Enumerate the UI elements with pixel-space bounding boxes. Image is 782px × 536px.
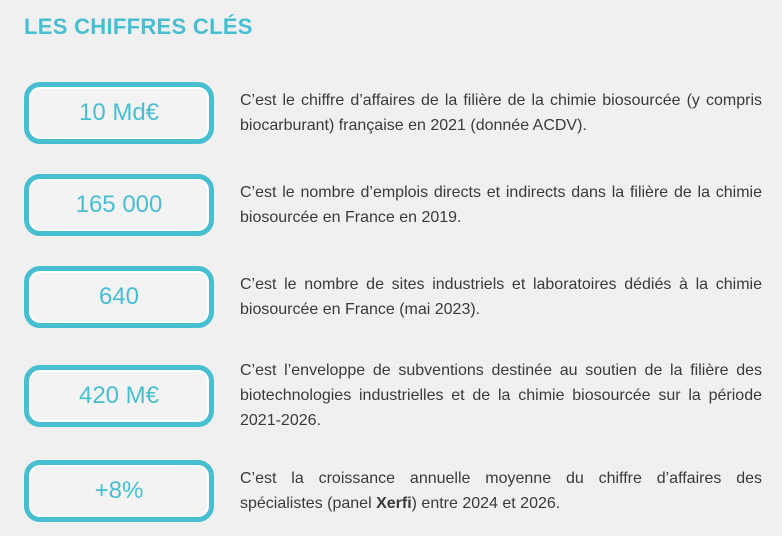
figure-value-box	[24, 460, 214, 522]
figure-value: 165 000	[75, 191, 163, 218]
figure-value-box	[24, 266, 214, 328]
figure-value-box	[24, 365, 214, 427]
figure-description-before: C’est la croissance annuelle moyenne du chiffre d’affaires des spécialistes (panel	[240, 470, 762, 512]
key-figure-row	[24, 460, 762, 522]
figure-value-box	[24, 174, 214, 236]
key-figure-row	[24, 174, 762, 236]
figure-description	[240, 466, 762, 516]
key-figure-row	[24, 266, 762, 328]
key-figure-row	[24, 82, 762, 144]
figure-value: +8%	[94, 477, 144, 504]
page-title: LES CHIFFRES CLÉS	[24, 14, 253, 39]
figure-value: 420 M€	[78, 381, 160, 409]
key-figure-row	[24, 358, 762, 433]
figure-description: C’est le chiffre d’affaires de la filière de la chimie biosourcée (y compris biocarburant) française en 2021 (donnée ACDV).	[240, 92, 762, 134]
figure-description: C’est l’enveloppe de subventions destinée au soutien de la filière des biotechnologies industrielles et de la chimie biosourcée sur la période 2021-2026.	[240, 362, 762, 429]
figure-description-bold: Xerfi	[376, 495, 412, 512]
figure-value: 640	[98, 283, 140, 310]
figure-value: 10 Md€	[78, 99, 160, 126]
figure-description: C’est le nombre d’emplois directs et indirects dans la filière de la chimie biosourcée en France en 2019.	[240, 184, 762, 226]
figure-value-box	[24, 82, 214, 144]
figure-description: C’est le nombre de sites industriels et laboratoires dédiés à la chimie biosourcée en France (mai 2023).	[240, 276, 762, 318]
figure-description-after: ) entre 2024 et 2026.	[411, 495, 561, 512]
